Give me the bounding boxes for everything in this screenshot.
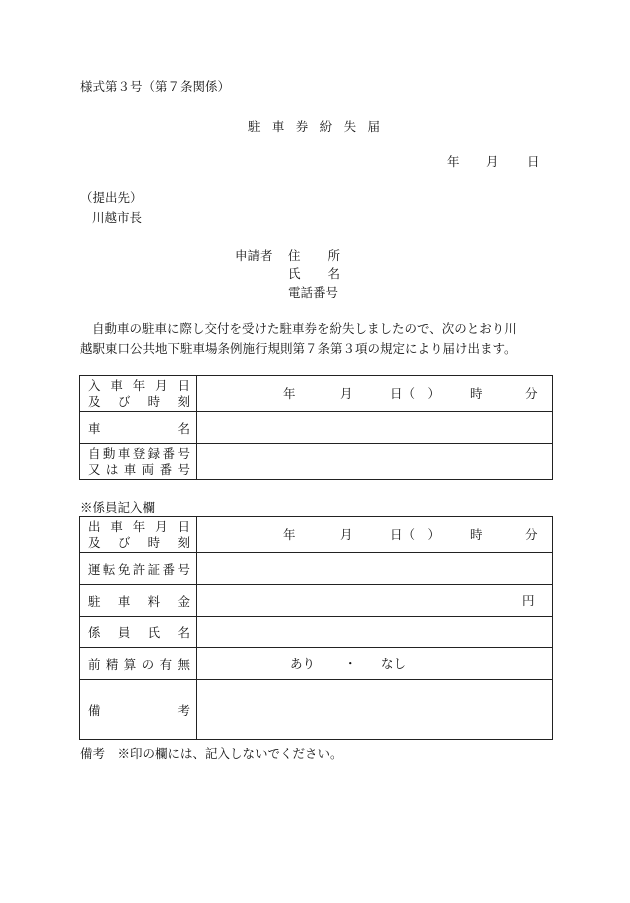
remarks-field[interactable] <box>197 680 553 740</box>
parking-fee-row <box>80 585 553 617</box>
exit-datetime-label: 出 車 年 月 日 及 び 時 刻 <box>88 518 190 550</box>
registration-number-label: 自 動 車 登 録 番 号 又 は 車 両 番 号 <box>88 445 190 477</box>
registration-number-field[interactable] <box>197 444 553 480</box>
license-number-field[interactable] <box>197 553 553 585</box>
yen-unit: 円 <box>522 592 535 608</box>
prepayment-field <box>197 648 553 680</box>
parking-fee-label: 駐 車 料 金 <box>88 593 190 609</box>
license-number-label: 運 転 免 許 証 番 号 <box>88 561 190 577</box>
car-name-field[interactable] <box>197 412 553 444</box>
date-month-label: 月 <box>486 154 499 169</box>
car-name-row <box>80 412 553 444</box>
prepayment-row <box>80 648 553 680</box>
staff-entry-note: ※係員記入欄 <box>80 500 156 515</box>
staff-name-field[interactable] <box>197 617 553 648</box>
staff-name-label: 係 員 氏 名 <box>88 625 190 640</box>
footer-note: 備考 ※印の欄には、記入しないでください。 <box>80 746 343 761</box>
entry-info-table <box>79 375 553 480</box>
applicant-address-label: 住 所 <box>288 248 340 263</box>
date-day-label: 日 <box>527 154 540 169</box>
entry-datetime-row <box>80 376 553 412</box>
applicant-name-label: 氏 名 <box>288 266 340 281</box>
body-text-line-1: 自動車の駐車に際し交付を受けた駐車券を紛失しましたので、次のとおり川 <box>92 321 517 336</box>
remarks-label: 備 考 <box>88 702 190 718</box>
prepayment-option-no[interactable]: なし <box>381 655 407 671</box>
entry-datetime-field[interactable]: 年 月 日（ ） 時 分 <box>197 376 553 412</box>
recipient-name: 川越市長 <box>92 210 143 225</box>
car-name-label: 車 名 <box>88 420 190 436</box>
registration-number-row <box>80 444 553 480</box>
exit-datetime-field[interactable]: 年 月 日（ ） 時 分 <box>197 517 553 553</box>
applicant-label: 申請者 <box>235 248 273 263</box>
form-number: 様式第３号（第７条関係） <box>80 79 231 94</box>
parking-fee-field[interactable] <box>197 585 553 617</box>
license-number-row <box>80 553 553 585</box>
remarks-row <box>80 680 553 740</box>
prepayment-label: 前 精 算 の 有 無 <box>88 656 190 672</box>
date-year-label: 年 <box>447 154 460 169</box>
prepayment-option-yes[interactable]: あり <box>290 655 316 671</box>
prepayment-option-separator: ・ <box>344 655 357 671</box>
body-text-line-2: 越駅東口公共地下駐車場条例施行規則第７条第３項の規定により届け出ます。 <box>80 341 517 356</box>
staff-entry-table <box>79 516 553 740</box>
applicant-phone-label: 電話番号 <box>288 285 339 300</box>
document-title: 駐 車 券 紛 失 届 <box>248 119 380 134</box>
exit-datetime-row <box>80 517 553 553</box>
entry-datetime-label: 入 車 年 月 日 及 び 時 刻 <box>88 377 190 409</box>
staff-name-row <box>80 617 553 648</box>
recipient-label: （提出先） <box>80 190 143 205</box>
